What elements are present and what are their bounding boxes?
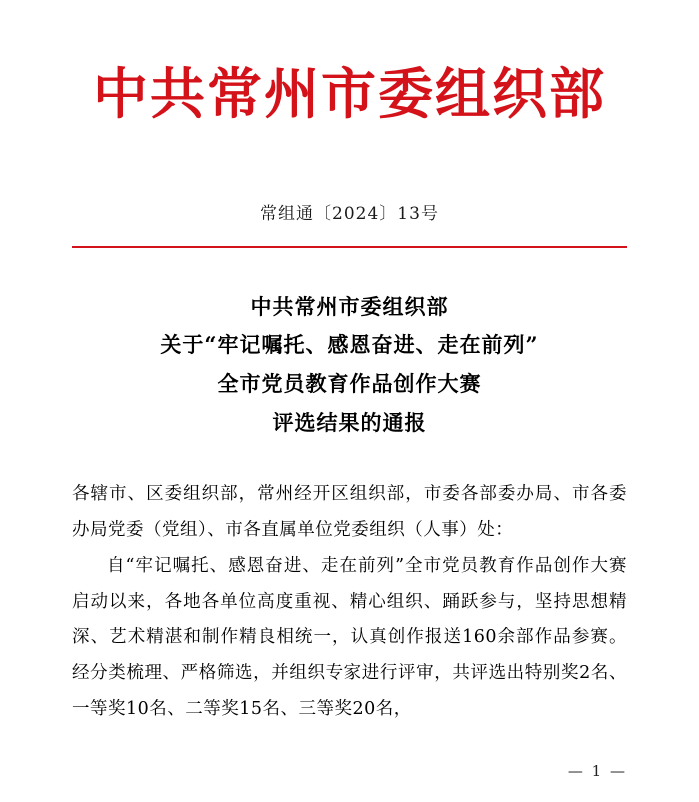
title-line-3: 全市党员教育作品创作大赛 bbox=[217, 371, 482, 397]
document-title bbox=[72, 288, 627, 443]
title-line-4: 评选结果的通报 bbox=[272, 410, 427, 436]
document-masthead: 中共常州市委组织部 bbox=[92, 61, 606, 126]
body-paragraph-addressee: 各辖市、区委组织部，常州经开区组织部，市委各部委办局、市各委办局党委（党组）、市各直属单位党委组织（人事）处： bbox=[72, 483, 627, 540]
title-line-2: 关于“牢记嘱托、感恩奋进、走在前列” bbox=[160, 332, 539, 358]
document-body bbox=[72, 477, 627, 728]
page-number: — 1 — bbox=[567, 762, 627, 780]
title-line-1: 中共常州市委组织部 bbox=[250, 293, 449, 319]
red-divider-rule bbox=[72, 246, 627, 248]
document-number: 常组通〔2024〕13号 bbox=[260, 203, 439, 224]
body-paragraph-1: 自“牢记嘱托、感恩奋进、走在前列”全市党员教育作品创作大赛启动以来，各地各单位高度重视、精心组织、踊跃参与，坚持思想精深、艺术精湛和制作精良相统一，认真创作报送160余部作品参赛。经分类梳理、严格筛选，并组织专家进行评审，共评选出特别奖2名、一等奖10名、二等奖15名、三等奖20名， bbox=[72, 555, 627, 720]
